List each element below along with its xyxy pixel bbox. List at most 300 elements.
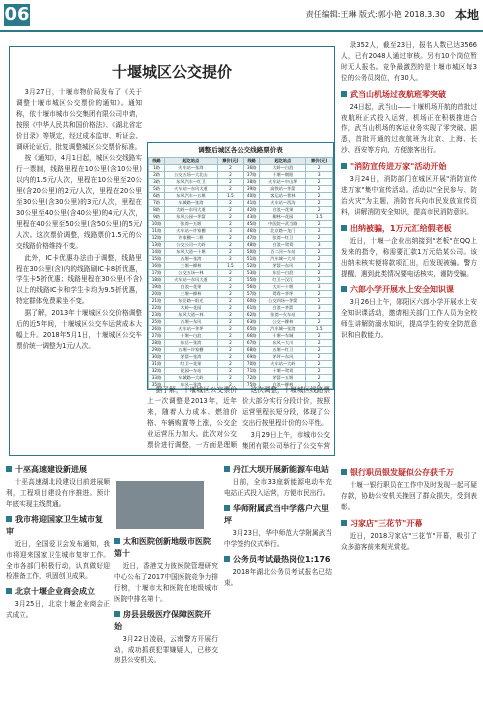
- table-cell: 21路: [149, 298, 165, 305]
- table-cell: 42路: [244, 207, 260, 214]
- table-cell: 中医院—武当路: [260, 221, 306, 228]
- paragraph: 3月27日，十堰市物价局发布了《关于调整十堰市城区公交票价的通知》。通知称，依十堰市城市公交集团有限公司申请，按照《中华人民共和国价格法》、《湖北省定价目录》等规定，经过成本监审、听证会、调研论证后，批复调整城区公交票价标准。: [16, 88, 142, 151]
- table-cell: 公交—柳林: [260, 319, 306, 326]
- heading-text: 丹江大坝开展新能源车电站: [233, 465, 329, 474]
- table-cell: 五堰—红卫: [260, 347, 306, 354]
- table-row: [149, 277, 333, 284]
- table-cell: 2: [217, 277, 244, 284]
- heading-text: 北京十堰企业商会成立: [15, 587, 95, 597]
- table-cell: 39路: [244, 186, 260, 193]
- table-cell: 2: [217, 326, 244, 333]
- table-cell: 东风汽车—五堰: [165, 193, 218, 200]
- table-cell: 2: [306, 277, 333, 284]
- table-cell: 三堰—柳林: [165, 263, 218, 270]
- table-cell: 16路: [149, 263, 165, 270]
- table-cell: 2: [217, 298, 244, 305]
- table-cell: 3: [217, 228, 244, 235]
- table-cell: 2: [217, 242, 244, 249]
- paragraph: 十巫高速湖北段建设目前进展顺利，工程项目建设有序推进。预计年底实现主线贯通。: [6, 478, 110, 508]
- table-cell: 72路: [244, 375, 260, 382]
- news-heading: [6, 514, 110, 538]
- table-cell: 公交四场—茅箭: [260, 298, 306, 305]
- table-cell: 2: [217, 305, 244, 312]
- table-cell: 3: [306, 172, 333, 179]
- news-heading: [114, 609, 218, 633]
- table-cell: 6路: [149, 193, 165, 200]
- table-cell: 2: [306, 256, 333, 263]
- fare-table-grid: [148, 157, 333, 389]
- table-cell: 31路: [149, 361, 165, 368]
- table-cell: 十堰—白浪: [165, 333, 218, 340]
- table-cell: 火车站—张湾: [165, 165, 218, 172]
- table-cell: 65路: [244, 326, 260, 333]
- table-cell: 东风—大川: [260, 340, 306, 347]
- table-row: [149, 284, 333, 291]
- table-cell: 3: [306, 242, 333, 249]
- table-cell: 2: [217, 312, 244, 319]
- table-cell: 东岳—白浪: [260, 270, 306, 277]
- table-cell: 43路: [244, 214, 260, 221]
- table-cell: 41路: [244, 200, 260, 207]
- heading-marker: [6, 466, 12, 472]
- table-row: [149, 333, 333, 340]
- page-number: 06: [4, 4, 30, 25]
- table-cell: 大岭—东风大道: [165, 207, 218, 214]
- right-h2: "消防宣传进万家"活动开始: [341, 161, 477, 173]
- table-cell: 2: [217, 382, 244, 389]
- table-cell: 60路: [244, 298, 260, 305]
- right-column-lower: [341, 462, 477, 698]
- table-cell: 71路: [244, 368, 260, 375]
- table-cell: 白浪—鸳鸯: [260, 242, 306, 249]
- table-cell: 2: [306, 249, 333, 256]
- table-cell: 62路: [244, 312, 260, 319]
- news-heading: [6, 464, 110, 476]
- table-row: [149, 375, 333, 382]
- table-cell: 高铁站—茅箭: [260, 186, 306, 193]
- table-cell: 张湾—五堰: [165, 221, 218, 228]
- table-cell: 2: [217, 319, 244, 326]
- table-cell: 2: [217, 375, 244, 382]
- table-cell: 2: [217, 221, 244, 228]
- table-cell: 火车站—西沟: [260, 200, 306, 207]
- table-cell: 茅坪—东风: [260, 354, 306, 361]
- table-cell: 48路: [244, 242, 260, 249]
- table-cell: 70路: [244, 361, 260, 368]
- table-cell: 3: [306, 284, 333, 291]
- table-cell: 3路: [149, 179, 165, 186]
- feature-title: 十堰城区公交提价: [111, 63, 232, 81]
- heading-marker: [114, 611, 120, 617]
- table-cell: 20路: [149, 291, 165, 298]
- table-cell: 50路: [244, 249, 260, 256]
- table-cell: 2: [306, 165, 333, 172]
- table-cell: 汽车城—大川: [260, 256, 306, 263]
- table-cell: 63路: [244, 319, 260, 326]
- table-cell: 2路: [149, 172, 165, 179]
- fare-table-title: 调整后城区各公交线路票价表: [198, 146, 283, 154]
- table-cell: 百二河—车站: [260, 249, 306, 256]
- table-row: [149, 228, 333, 235]
- feature-box: [9, 46, 335, 456]
- table-cell: 28路: [149, 340, 165, 347]
- table-row: [149, 207, 333, 214]
- table-row: [149, 368, 333, 375]
- table-cell: 9路: [149, 214, 165, 221]
- table-cell: 2: [306, 368, 333, 375]
- table-cell: 东岳路—阳光: [165, 298, 218, 305]
- table-row: [149, 186, 333, 193]
- table-cell: 2: [306, 354, 333, 361]
- table-cell: 12路: [149, 235, 165, 242]
- table-row: [149, 326, 333, 333]
- paragraph: 2018年湖北公务员考试报名已结束。: [224, 567, 332, 587]
- paragraph: 这次调整，十堰城区线路票价大部分实行分段计价，按照运营里程长短分段，体现了公交出行按里程计价的公平性。: [242, 386, 330, 427]
- table-cell: 东风大道—十堰: [165, 249, 218, 256]
- table-cell: 2: [217, 256, 244, 263]
- table-cell: 2: [217, 333, 244, 340]
- table-cell: 许家棚—二堰: [165, 235, 218, 242]
- editor-meta: 责任编辑:王琳 版式:郭小艳 2018.3.30: [305, 10, 445, 19]
- table-cell: 张湾—红卫: [260, 235, 306, 242]
- table-cell: 45路: [244, 221, 260, 228]
- right-p2: 24日起，武当山——十堰机场开航的首批过夜航班正式投入运营，机场正在积极推进合作，武当山机场的客运业务实现了零突破。据悉，首批开通的过夜航班为北京、上海、长沙、西安等方向，方便旅客出行。: [341, 102, 477, 155]
- table-cell: 2: [217, 200, 244, 207]
- table-cell: 27路: [149, 333, 165, 340]
- table-row: [149, 298, 333, 305]
- table-cell: 66路: [244, 333, 260, 340]
- table-row: [149, 249, 333, 256]
- table-cell: 火车站—东风大道: [165, 277, 218, 284]
- table-cell: 56路: [244, 284, 260, 291]
- table-cell: 白浪—花果: [260, 207, 306, 214]
- table-cell: 2: [217, 186, 244, 193]
- table-cell: 大岭—花园: [165, 305, 218, 312]
- right-h1: 武当山机场过夜航班零突破: [341, 89, 477, 101]
- table-row: [149, 214, 333, 221]
- table-row: [149, 291, 333, 298]
- heading-text: 十巫高速建设新进展: [15, 465, 87, 474]
- table-row: [149, 263, 333, 270]
- news-heading: [224, 503, 332, 527]
- table-row: [149, 340, 333, 347]
- feature-col-3: [147, 385, 237, 449]
- paragraph: 3月22日凌晨，云南警方开展行动，成功抓获犯罪嫌疑人，已移交房县公安机关。: [114, 634, 218, 665]
- right-p5: 3月26日上午，郧阳区六郎小学开展水上安全知识课活动，邀请相关部门工作人员为全校师生讲解防溺水知识，提高学生的安全防范意识和自救能力。: [341, 298, 477, 340]
- heading-marker: [6, 516, 12, 522]
- table-row: [149, 165, 333, 172]
- table-header: 票价(元): [217, 158, 244, 165]
- page-header: [0, 0, 483, 36]
- table-cell: 2: [306, 319, 333, 326]
- table-cell: 2: [306, 263, 333, 270]
- table-cell: 2: [306, 179, 333, 186]
- table-cell: 47路: [244, 235, 260, 242]
- bottom-mid2-column: [224, 460, 332, 698]
- table-cell: 车城路—大岭: [165, 375, 218, 382]
- right-p3: 3月24日，消防部门在城区开展"消防宣传进万家"集中宣传活动。活动以"全民参与、防治火灾"为主题，消防官兵向市民发放宣传资料，讲解消防安全知识，提高市民消防意识。: [341, 175, 477, 216]
- table-cell: 车城路—张湾: [165, 200, 218, 207]
- table-cell: 公交公司—大岭: [165, 242, 218, 249]
- table-cell: 十堰—朝阳: [260, 172, 306, 179]
- table-cell: 2: [217, 354, 244, 361]
- table-row: [149, 270, 333, 277]
- table-cell: 茅箭—五堰: [260, 375, 306, 382]
- table-cell: 火车站—大岭: [260, 361, 306, 368]
- paragraph: 3月25日，北京十堰企业商会正式成立。: [6, 600, 110, 620]
- table-cell: 2: [306, 193, 333, 200]
- table-header: 起讫站点: [165, 158, 218, 165]
- table-cell: 大川—十堰: [260, 284, 306, 291]
- feature-col3-text: 据了解，十堰城区公交票价上一次调整是2013年，近年来，随着人力成本、燃油价格、车辆购置等上涨，公交企业运营压力加大。此次对公交票价进行调整，一方面是理顺: [147, 386, 237, 449]
- right-p6: 十堰一银行职员在工作中及时发现一起可疑存款，协助公安机关挽回了群众损失，受到表彰。: [341, 481, 477, 511]
- paragraph: 此外，IC卡优惠办法由于调整，线路里程在30公里(含)内的线路刷IC卡8折优惠，学生卡5折优惠；线路里程在30公里(不含)以上的线路IC卡和学生卡均为9.5折优惠，特定群体免费乘坐不变。: [16, 253, 142, 306]
- table-cell: 2: [306, 382, 333, 389]
- table-cell: 57路: [244, 291, 260, 298]
- heading-marker: [114, 538, 120, 544]
- table-cell: 2: [306, 291, 333, 298]
- table-cell: 15路: [149, 256, 165, 263]
- table-row: [149, 242, 333, 249]
- table-cell: 36路: [244, 165, 260, 172]
- table-cell: 2: [306, 235, 333, 242]
- table-row: [149, 193, 333, 200]
- table-cell: 35路: [149, 382, 165, 389]
- table-cell: 2: [217, 249, 244, 256]
- table-cell: 26路: [149, 326, 165, 333]
- table-cell: 东风汽车—红卫: [165, 179, 218, 186]
- table-cell: 2: [217, 179, 244, 186]
- table-cell: 张湾—火车站: [260, 312, 306, 319]
- paragraph: 据了解，2013年十堰城区公交价格调整后的近5年间，十堰城区公交车运营成本大幅上升。2018年5月1日，十堰城区公交车票价统一调整为1元/人次。: [16, 309, 142, 350]
- table-cell: 1.5: [217, 193, 244, 200]
- table-cell: 67路: [244, 340, 260, 347]
- table-cell: 2: [306, 347, 333, 354]
- table-cell: 1.5: [306, 326, 333, 333]
- table-cell: 37路: [244, 172, 260, 179]
- table-cell: 23路: [149, 312, 165, 319]
- table-row: [149, 312, 333, 319]
- table-cell: 白浪—茅箭: [260, 305, 306, 312]
- table-cell: 2: [306, 186, 333, 193]
- table-cell: 火车站—东风大道: [165, 186, 218, 193]
- table-row: [149, 179, 333, 186]
- table-cell: 东岳—张湾: [165, 340, 218, 347]
- table-cell: 2: [306, 270, 333, 277]
- bottom-mid-column: [114, 532, 218, 698]
- table-cell: 2: [306, 375, 333, 382]
- table-cell: 18路: [149, 277, 165, 284]
- table-cell: 5路: [149, 186, 165, 193]
- table-cell: 10路: [149, 221, 165, 228]
- table-cell: 2: [217, 284, 244, 291]
- table-cell: 2: [306, 312, 333, 319]
- table-cell: 2: [306, 361, 333, 368]
- table-cell: 33路: [149, 375, 165, 382]
- table-cell: 55路: [244, 277, 260, 284]
- news-heading: [224, 464, 332, 476]
- table-cell: 8路: [149, 207, 165, 214]
- table-cell: 19路: [149, 284, 165, 291]
- heading-marker: [224, 466, 230, 472]
- table-cell: 客运站—普林: [260, 193, 306, 200]
- table-cell: 11路: [149, 228, 165, 235]
- table-cell: 2: [306, 221, 333, 228]
- table-row: [149, 305, 333, 312]
- table-cell: 52路: [244, 263, 260, 270]
- table-cell: 火车站—中山坪: [260, 179, 306, 186]
- table-row: [149, 361, 333, 368]
- table-header: 票价(元): [306, 158, 333, 165]
- news-photo: [116, 481, 204, 529]
- table-cell: 3: [306, 305, 333, 312]
- table-row: [149, 354, 333, 361]
- table-cell: 茅箭—东风: [260, 263, 306, 270]
- table-cell: 2: [306, 340, 333, 347]
- table-cell: 51路: [244, 256, 260, 263]
- feature-col-2: [242, 385, 330, 449]
- table-cell: 五堰—张湾: [165, 256, 218, 263]
- table-row: [149, 256, 333, 263]
- table-row: [149, 172, 333, 179]
- table-cell: 2: [217, 214, 244, 221]
- table-cell: 五堰—东风: [165, 319, 218, 326]
- paragraph: 按《通知》，4月1日起，城区公交线路实行一票制，线路里程在10公里(含10公里)以内的1.5元/人次，里程在10公里至20公里(含20公里)的2元/人次，里程在20公里至30公里(含30公里)的3元/人次，里程在30公里至40公里(含40公里)的4元/人次，里程在40公里至50公里(含50公里)的5元/人次。这次票价调整，线路票价1.5元的公交线路价格维持不变。: [16, 154, 142, 250]
- table-cell: 2: [217, 361, 244, 368]
- paragraph: 日前，全市33座新能源电动车充电站正式投入运营，方便市民出行。: [224, 478, 332, 497]
- table-header: 线路: [244, 158, 260, 165]
- section-name: 本地: [454, 8, 479, 22]
- table-header: 起讫站点: [260, 158, 306, 165]
- heading-marker: [6, 588, 12, 594]
- table-cell: 22路: [149, 305, 165, 312]
- news-heading: [114, 536, 218, 560]
- heading-text: 太和医院创新地级市医院第十: [114, 537, 211, 558]
- fare-table: [147, 142, 334, 390]
- table-cell: 大岭—白浪: [260, 165, 306, 172]
- right-h6: 习家店"三花节"开幕: [341, 518, 477, 530]
- paragraph: 3月29日上午，市城市公交集团有限公司举行了公交车营: [242, 430, 330, 449]
- table-cell: 38路: [244, 179, 260, 186]
- table-cell: 红卫—汉江: [260, 277, 306, 284]
- table-cell: 2: [217, 340, 244, 347]
- heading-text: 公务员考试最热岗位1:176: [233, 554, 331, 564]
- table-cell: 2: [306, 333, 333, 340]
- table-cell: 2: [217, 172, 244, 179]
- table-cell: 东风大道—林: [165, 312, 218, 319]
- table-cell: 46路: [244, 228, 260, 235]
- table-row: [149, 347, 333, 354]
- table-cell: 13路: [149, 242, 165, 249]
- right-h5: 银行职员银发疑似公存获千万: [341, 467, 477, 479]
- table-cell: 五堰—许家棚: [165, 347, 218, 354]
- table-cell: 25路: [149, 319, 165, 326]
- table-cell: 火车站—茅坪: [165, 326, 218, 333]
- right-h4: 六郎小学开展水上安全知识课: [341, 284, 477, 296]
- table-cell: 鸳鸯—茅坪: [260, 291, 306, 298]
- right-p1: 录352人，截至23日，报名人数已达3566人，已有2048人通过审核。另有10个岗位暂时无人报名。竞争最激烈的是十堰市城区每3位的公务员岗位，有30人。: [341, 41, 477, 82]
- table-cell: 红卫—花果: [165, 361, 218, 368]
- heading-marker: [224, 556, 230, 562]
- table-cell: 十堰—车城: [260, 333, 306, 340]
- table-cell: 2: [217, 270, 244, 277]
- table-cell: 花园—车站: [165, 368, 218, 375]
- table-cell: 十堰—鸳鸯: [260, 368, 306, 375]
- table-cell: 2: [306, 228, 333, 235]
- table-cell: 68路: [244, 347, 260, 354]
- paragraph: 近日，全国爱卫会发布通知，我市将迎来国家卫生城市复审工作。全市各部门积极行动，认真做好迎检准备工作，巩固创卫成果。: [6, 539, 110, 581]
- right-column: [341, 40, 477, 460]
- table-cell: 公交五场—大北山: [165, 172, 218, 179]
- table-cell: 东风公园—茅箭: [165, 214, 218, 221]
- table-cell: 29路: [149, 347, 165, 354]
- table-cell: 30路: [149, 354, 165, 361]
- table-cell: 7路: [149, 200, 165, 207]
- bottom-left-column: [6, 460, 110, 698]
- table-cell: 2: [217, 368, 244, 375]
- table-cell: 2: [306, 200, 333, 207]
- table-header: 线路: [149, 158, 165, 165]
- table-cell: 东风—张湾: [165, 382, 218, 389]
- table-cell: 69路: [244, 354, 260, 361]
- table-row: [149, 200, 333, 207]
- table-cell: 白浪—柳林: [260, 382, 306, 389]
- heading-marker: [224, 505, 230, 511]
- table-row: [149, 319, 333, 326]
- table-cell: 三堰—柳林: [165, 291, 218, 298]
- table-cell: 1.5: [217, 263, 244, 270]
- table-cell: 17路: [149, 270, 165, 277]
- paragraph: 3月23日，华中师范大学附属武当中学签约仪式举行。: [224, 528, 332, 548]
- table-cell: 2: [306, 207, 333, 214]
- heading-text: 我市将迎国家卫生城市复审: [6, 514, 103, 536]
- table-cell: 柳林—花园: [260, 214, 306, 221]
- feature-col-1: [16, 87, 142, 449]
- table-cell: 白浪—花果: [165, 284, 218, 291]
- table-cell: 61路: [244, 305, 260, 312]
- table-cell: 火车站—许家棚: [165, 228, 218, 235]
- table-cell: 40路: [244, 193, 260, 200]
- table-cell: 75路: [244, 382, 260, 389]
- right-p4: 近日，十堰一企业出纳接到"老板"在QQ上发来的指令，称需要汇款1万元给某公司。该出纳未核实便将款项汇出，后发现被骗。警方提醒，遇到此类情况要电话核实，谨防受骗。: [341, 236, 477, 278]
- table-cell: 53路: [244, 270, 260, 277]
- right-h3: 出纳被骗，1万元汇给假老板: [341, 223, 477, 235]
- table-cell: 2: [217, 235, 244, 242]
- table-cell: 32路: [149, 368, 165, 375]
- table-cell: 1路: [149, 165, 165, 172]
- heading-text: 华师附属武当中学落户六里坪: [224, 503, 329, 525]
- header-rule: [0, 30, 483, 32]
- table-cell: 北京路—龙门: [260, 228, 306, 235]
- paragraph: 近日，香港艾力彼医院管理研究中心公布了2017中国医院竞争力排行榜，十堰市太和医院在地级城市医院中排名第十。: [114, 562, 218, 603]
- table-cell: 2: [306, 298, 333, 305]
- table-row: [149, 235, 333, 242]
- table-cell: 2: [217, 347, 244, 354]
- table-cell: 2: [217, 165, 244, 172]
- news-heading: [6, 586, 110, 598]
- news-heading: [224, 554, 332, 566]
- right-p7: 近日，2018习家店"三花节"开幕，吸引了众多游客前来观光赏花。: [341, 531, 477, 551]
- table-cell: 2: [217, 207, 244, 214]
- table-cell: 14路: [149, 249, 165, 256]
- table-cell: 汽车城—张湾: [260, 326, 306, 333]
- heading-text: 房县县级医疗保障医院开始: [114, 609, 211, 631]
- table-cell: 1.5: [306, 214, 333, 221]
- table-cell: 公交五场—林: [165, 270, 218, 277]
- table-cell: 茅箭—张湾: [165, 354, 218, 361]
- table-cell: 2: [217, 291, 244, 298]
- table-row: [149, 221, 333, 228]
